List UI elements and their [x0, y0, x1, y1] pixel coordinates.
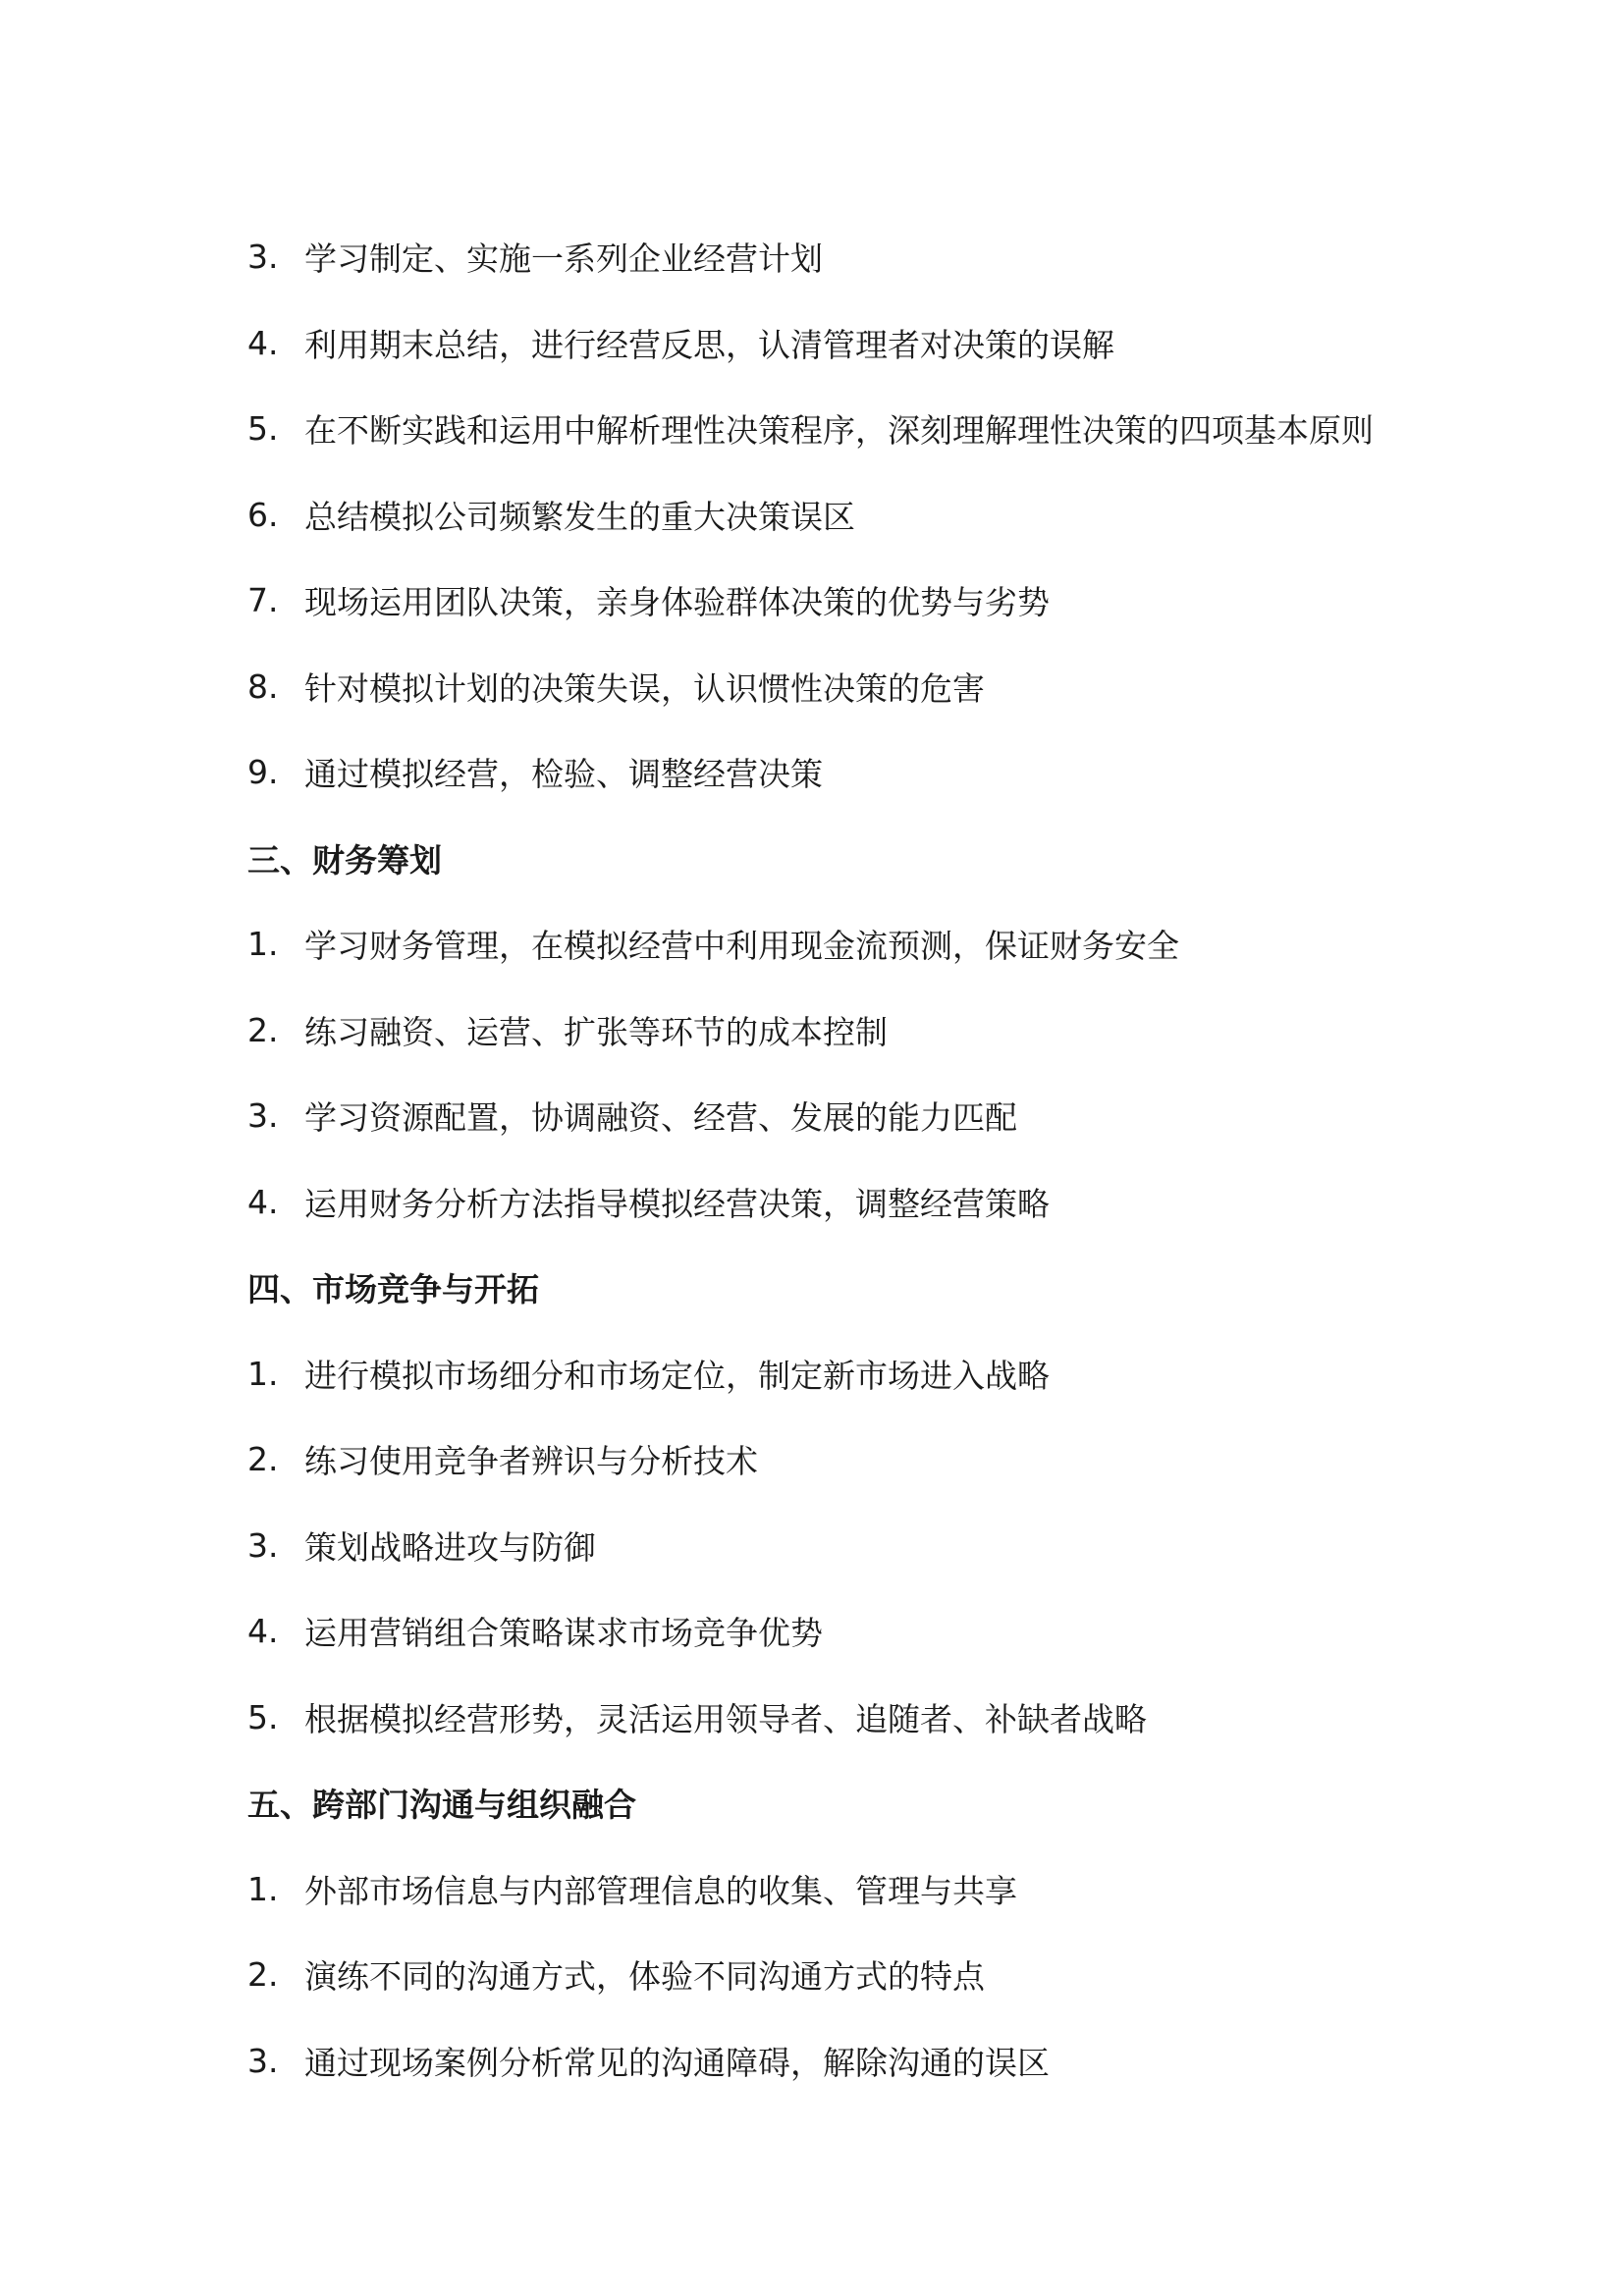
- list-item: [247, 558, 1485, 644]
- list-item: [247, 1503, 1485, 1589]
- list-item: [247, 1416, 1485, 1503]
- item-text: 进行模拟市场细分和市场定位，制定新市场进入战略: [304, 1356, 1050, 1395]
- item-text: 练习使用竞争者辨识与分析技术: [304, 1442, 758, 1481]
- item-text: 学习制定、实施一系列企业经营计划: [304, 240, 823, 279]
- list-item: [247, 644, 1485, 730]
- item-number: 2.: [247, 1010, 279, 1049]
- document-content: [247, 214, 1485, 2104]
- list-item: [247, 1588, 1485, 1675]
- item-text: 针对模拟计划的决策失误，认识惯性决策的危害: [304, 668, 985, 708]
- section-heading: 四、市场竞争与开拓: [247, 1270, 539, 1309]
- item-text: 演练不同的沟通方式，体验不同沟通方式的特点: [304, 1957, 985, 1997]
- item-number: 1.: [247, 925, 279, 964]
- section-communication: [247, 1760, 1485, 2104]
- section-heading: 五、跨部门沟通与组织融合: [247, 1786, 636, 1825]
- item-text: 总结模拟公司频繁发生的重大决策误区: [304, 497, 855, 536]
- item-number: 9.: [247, 753, 279, 792]
- section-finance: [247, 816, 1485, 1246]
- item-number: 6.: [247, 495, 279, 534]
- item-number: 3.: [247, 1525, 279, 1565]
- item-number: 2.: [247, 1955, 279, 1995]
- item-text: 学习资源配置，协调融资、经营、发展的能力匹配: [304, 1098, 1017, 1138]
- list-item: [247, 729, 1485, 816]
- list-item: [247, 988, 1485, 1074]
- item-text: 练习融资、运营、扩张等环节的成本控制: [304, 1012, 888, 1051]
- item-text: 通过模拟经营，检验、调整经营决策: [304, 755, 823, 794]
- item-number: 1.: [247, 1869, 279, 1908]
- list-item: [247, 1073, 1485, 1159]
- list-item: [247, 1675, 1485, 1761]
- item-text: 学习财务管理，在模拟经营中利用现金流预测，保证财务安全: [304, 927, 1179, 966]
- list-item: [247, 2018, 1485, 2105]
- item-text: 根据模拟经营形势，灵活运用领导者、追随者、补缺者战略: [304, 1699, 1147, 1738]
- item-text: 现场运用团队决策，亲身体验群体决策的优势与劣势: [304, 583, 1050, 622]
- item-number: 3.: [247, 238, 279, 277]
- item-text: 利用期末总结，进行经营反思，认清管理者对决策的误解: [304, 325, 1114, 364]
- item-text: 外部市场信息与内部管理信息的收集、管理与共享: [304, 1871, 1017, 1910]
- item-number: 5.: [247, 409, 279, 449]
- list-item: [247, 300, 1485, 387]
- list-item: [247, 1331, 1485, 1417]
- section-continued: [247, 214, 1485, 816]
- item-number: 4.: [247, 1182, 279, 1221]
- item-number: 1.: [247, 1354, 279, 1393]
- item-number: 7.: [247, 581, 279, 620]
- section-market: [247, 1245, 1485, 1760]
- item-text: 运用营销组合策略谋求市场竞争优势: [304, 1614, 823, 1653]
- list-item: [247, 214, 1485, 300]
- list-item: [247, 1159, 1485, 1246]
- section-heading: 三、财务筹划: [247, 840, 442, 880]
- item-text: 在不断实践和运用中解析理性决策程序，深刻理解理性决策的四项基本原则: [304, 411, 1374, 451]
- list-item: [247, 1846, 1485, 1933]
- item-number: 8.: [247, 667, 279, 706]
- item-number: 4.: [247, 1612, 279, 1651]
- item-number: 3.: [247, 2041, 279, 2080]
- list-item: [247, 386, 1485, 472]
- item-number: 3.: [247, 1096, 279, 1136]
- item-text: 运用财务分析方法指导模拟经营决策，调整经营策略: [304, 1184, 1050, 1223]
- item-number: 2.: [247, 1440, 279, 1479]
- item-number: 4.: [247, 323, 279, 362]
- list-item: [247, 472, 1485, 559]
- list-item: [247, 1932, 1485, 2018]
- item-number: 5.: [247, 1697, 279, 1736]
- item-text: 通过现场案例分析常见的沟通障碍，解除沟通的误区: [304, 2043, 1050, 2082]
- list-item: [247, 901, 1485, 988]
- item-text: 策划战略进攻与防御: [304, 1527, 596, 1567]
